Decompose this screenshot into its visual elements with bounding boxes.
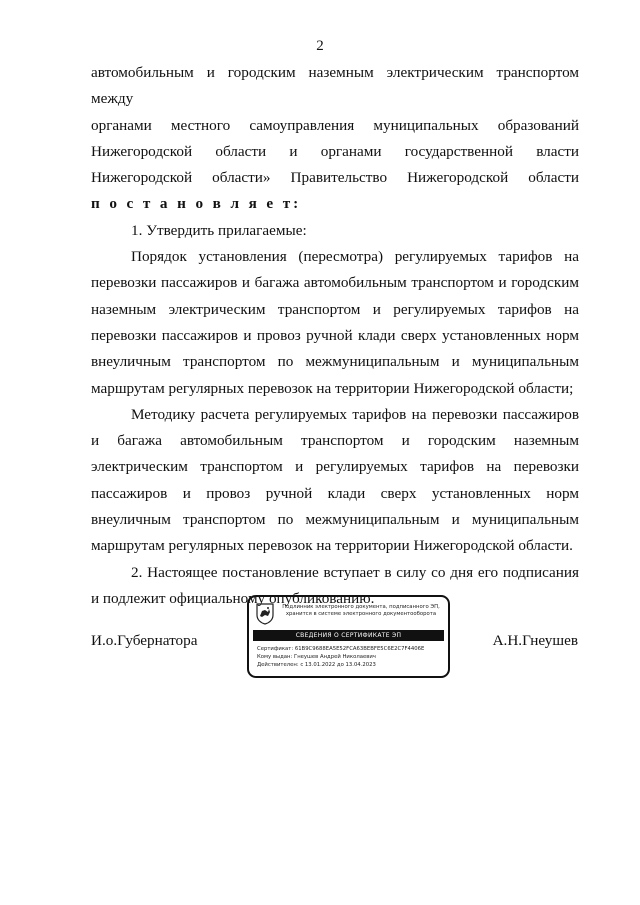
intro-line-3: Нижегородской области и органами государственной власти: [91, 142, 579, 160]
item-2: 2. Настоящее постановление вступает в силу со дня его подписания и подлежит официальному опубликованию.: [91, 563, 579, 607]
procedure-paragraph: Порядок установления (пересмотра) регулируемых тарифов на перевозки пассажиров и багажа автомобильным транспортом и городским наземным электрическим транспортом и регулируемых тарифов на перевозки пассажиров и провоз ручной клади сверх установленных норм внеуличным транспортом по межмуниципальным и муниципальным маршрутам регулярных перевозок на территории Нижегородской области;: [91, 248, 579, 397]
intro-line-2: органами местного самоуправления муниципальных образований: [91, 116, 579, 134]
coat-of-arms-icon: [256, 603, 274, 625]
decree-word: п о с т а н о в л я е т:: [91, 195, 302, 213]
stamp-caption-line-1: Подлинник электронного документа, подписанного ЭП,: [282, 604, 440, 610]
stamp-caption-line-2: хранится в системе электронного документооборота: [285, 611, 437, 617]
page-number: 2: [316, 38, 324, 54]
signatory-title: И.о.Губернатора: [91, 632, 198, 649]
intro-line-4: Нижегородской области» Правительство Нижегородской области: [91, 169, 579, 187]
stamp-caption: [277, 604, 445, 618]
certificate-validity: Действителен: с 13.01.2022 до 13.04.2023: [257, 662, 376, 668]
intro-line-1: автомобильным и городским наземным электрическим транспортом между: [91, 64, 579, 108]
certificate-number: Сертификат: 61B9C9688EA5E52FCA63BEBFE5C6E2C7F4406E: [257, 646, 425, 652]
document-body: [91, 60, 579, 612]
signatory-name: А.Н.Гнеушев: [492, 632, 578, 649]
certificate-owner: Кому выдан: Гнеушев Андрей Николаевич: [257, 654, 376, 660]
electronic-signature-stamp: [247, 595, 450, 678]
item-1: 1. Утвердить прилагаемые:: [131, 221, 307, 239]
signature-block: [0, 595, 640, 685]
stamp-details: [257, 645, 447, 669]
stamp-header: СВЕДЕНИЯ О СЕРТИФИКАТЕ ЭП: [253, 630, 444, 641]
methodology-paragraph: Методику расчета регулируемых тарифов на перевозки пассажиров и багажа автомобильным транспортом и городским наземным электрическим транспортом и регулируемых тарифов на перевозки пассажиров и провоз ручной клади сверх установленных норм внеуличным транспортом по межмуниципальным и муниципальным маршрутам регулярных перевозок на территории Нижегородской области.: [91, 405, 579, 555]
